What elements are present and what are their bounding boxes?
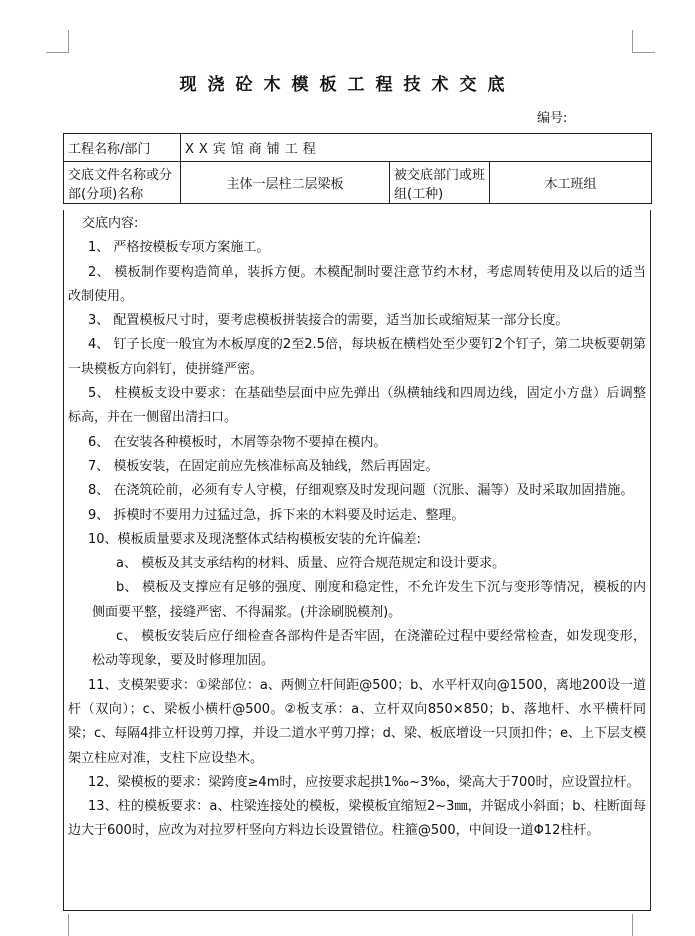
- list-item: 4、 钉子长度一般宜为木板厚度的2至2.5倍，每块板在横档处至少要钉2个钉子，第二块板要朝第一块模板方向斜钉，使拼缝严密。: [68, 337, 646, 377]
- doc-number-label: 编号:: [537, 111, 568, 126]
- list-item: 10、模板质量要求及现浇整体式结构模板安装的允许偏差:: [88, 531, 421, 547]
- dept-label: 被交底部门或班组(工种): [390, 162, 490, 204]
- info-table: [63, 133, 652, 204]
- list-item: 12、梁模板的要求：梁跨度≥4m时，应按要求起拱1‰~3‰，梁高大于700时，应设置拉杆。: [88, 774, 640, 790]
- list-item: 7、 模板安装，在固定前应先核准标高及轴线，然后再固定。: [88, 458, 439, 474]
- sub-list-item: a、 模板及其支承结构的材料、质量、应符合规范规定和设计要求。: [116, 556, 506, 572]
- crop-mark-bottom-right: [632, 914, 655, 936]
- list-item: 6、 在安装各种模板时，木屑等杂物不要掉在模内。: [88, 434, 387, 450]
- project-row: [64, 134, 652, 162]
- crop-mark-bottom-left: [46, 914, 69, 936]
- document-title: 现浇砼木模板工程技术交底: [179, 75, 516, 95]
- sub-list-item: b、 模板及支撑应有足够的强度、刚度和稳定性，不允许发生下沉与变形等情况，模板的内侧面要平整，接缝严密、不得漏浆。(并涂刷脱模剂)。: [92, 580, 646, 620]
- project-label: 工程名称/部门: [64, 134, 181, 162]
- doc-row: [64, 162, 652, 204]
- list-item: 3、 配置模板尺寸时，要考虑模板拼装接合的需要，适当加长或缩短某一部分长度。: [88, 313, 569, 329]
- list-item: 2、 模板制作要构造简单，装拆方便。木模配制时要注意节约木材，考虑周转使用及以后的适当改制使用。: [68, 264, 646, 304]
- content-heading: 交底内容:: [82, 216, 139, 231]
- project-value: XX宾馆商铺工程: [181, 134, 652, 162]
- list-item: 13、柱的模板要求：a、柱梁连接处的模板，梁模板宜缩短2~3㎜，并锯成小斜面；b、柱断面每边大于600时，应改为对拉罗杆竖向方料边长设置错位。柱箍@500，中间设一道Φ12柱杆。: [68, 799, 646, 839]
- list-item: 9、 拆模时不要用力过猛过急，拆下来的木料要及时运走、整理。: [88, 507, 465, 523]
- dept-value: 木工班组: [490, 162, 652, 204]
- doc-name-label: 交底文件名称或分部(分项)名称: [64, 162, 181, 204]
- crop-mark-top-right: [632, 30, 655, 53]
- content-body: [68, 212, 646, 844]
- sub-list-item: c、 模板安装后应仔细检查各部构件是否牢固，在浇灌砼过程中要经常检查，如发现变形，松动等现象，要及时修理加固。: [92, 629, 646, 669]
- doc-name-value: 主体一层柱二层梁板: [181, 162, 390, 204]
- crop-mark-top-left: [46, 30, 69, 53]
- list-item: 5、 柱模板支设中要求：在基础垫层面中应先弹出（纵横轴线和四周边线，固定小方盘）后调整标高，并在一侧留出清扫口。: [68, 386, 646, 426]
- list-item: 1、 严格按模板专项方案施工。: [88, 240, 270, 256]
- list-item: 8、 在浇筑砼前，必须有专人守模，仔细观察及时发现问题（沉胀、漏等）及时采取加固措施。: [88, 483, 634, 499]
- list-item: 11、支模架要求：①梁部位：a、两侧立杆间距@500；b、水平杆双向@1500，离地200设一道杆（双向）；c、梁板小横杆@500。②板支承：a、立杆双向850×850；b、落地杆、水平横杆同梁；c、每隔4排立杆设剪刀撑，并设二道水平剪刀撑；d、梁、板底增设一只顶扣件；e、上下层支模架立柱应对准，支柱下应设垫木。: [68, 677, 646, 766]
